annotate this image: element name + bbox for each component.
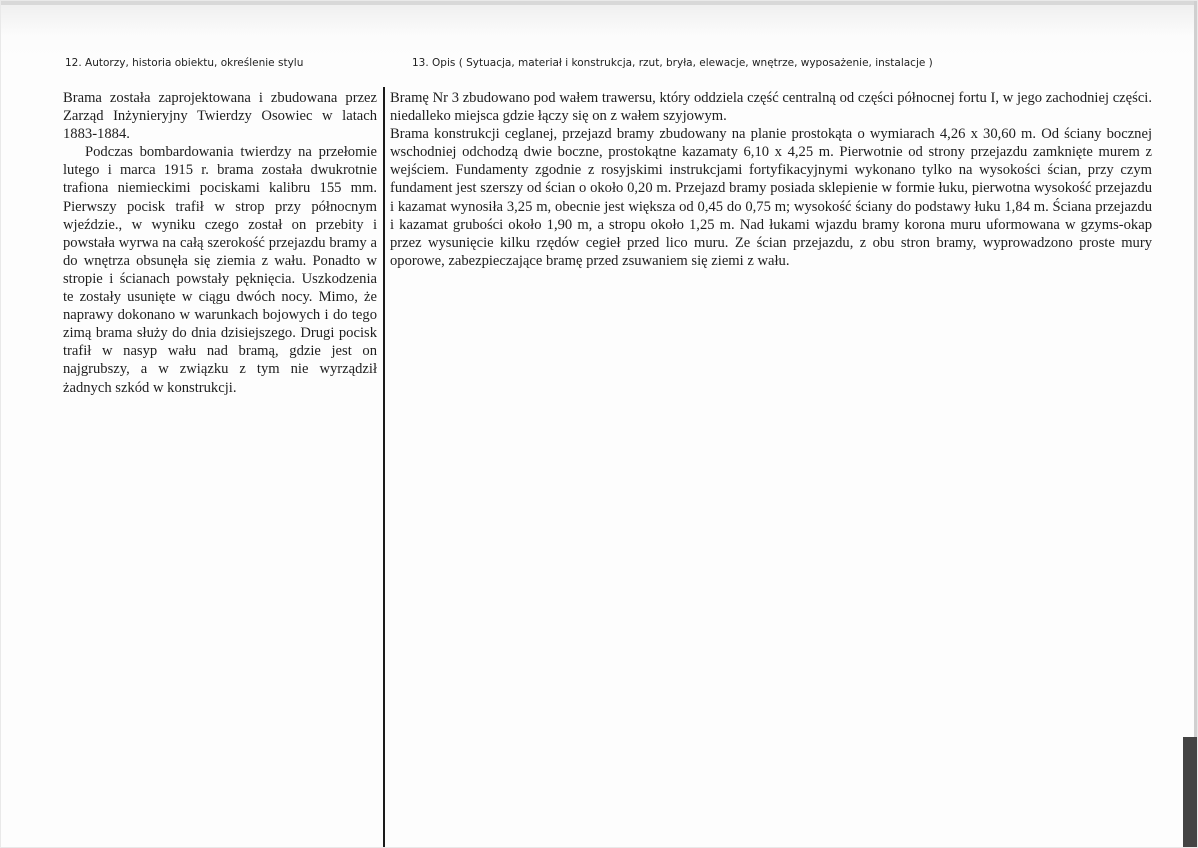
- scan-shadow-top: [1, 1, 1198, 57]
- history-paragraph: Podczas bombardowania twierdzy na przełomie lutego i marca 1915 r. brama została dwukrotnie trafiona niemieckimi pociskami kalibru 155 mm. Pierwszy pocisk trafił w strop przy północnym wjeździe., w wyniku czego został on przebity i powstała wyrwa na całą szerokość przejazdu bramy a do wnętrza obsunęła się ziemia z wału. Ponadto w stropie i ścianach powstały pęknięcia. Uszkodzenia te zostały usunięte w ciągu dwóch nocy. Mimo, że naprawy dokonano w warunkach bojowych i do tego zimą brama służy do dnia dzisiejszego. Drugi pocisk trafił w nasyp wału nad bramą, gdzie jest on najgrubszy, a w związku z tym nie wyrządził żadnych szkód w konstrukcji.: [63, 144, 377, 396]
- description-text-column: [390, 89, 1152, 270]
- scan-edge-corner: [1183, 737, 1197, 847]
- scan-edge-right: [1194, 1, 1197, 848]
- scan-edge-top: [1, 1, 1198, 5]
- section-header-description: 13. Opis ( Sytuacja, materiał i konstrukcja, rzut, bryła, elewacje, wnętrze, wyposażenie, instalacje ): [412, 57, 933, 69]
- description-paragraph: Brama konstrukcji ceglanej, przejazd bramy zbudowany na planie prostokąta o wymiarach 4,26 x 30,60 m. Od ściany bocznej wschodniej odchodzą dwie boczne, prostokątne kazamaty 6,10 x 4,25 m. Pierwotnie od strony przejazdu zamknięte murem z wejściem. Fundamenty zgodnie z rosyjskimi instrukcjami fortyfikacyjnymi wykonano tylko na wysokości ścian, przy czym fundament jest szerszy od ścian o około 0,20 m. Przejazd bramy posiada sklepienie w formie łuku, pierwotna wysokość przejazdu i kazamat wynosiła 3,25 m, obecnie jest większa od 0,45 do 0,75 m; wysokość ściany do podstawy łuku 1,84 m. Ściana przejazdu i kazamat grubości około 1,90 m, a stropu około 1,25 m. Nad łukami wjazdu bramy korona muru uformowana w gzyms-okap przez wysunięcie kilku rzędów cegieł przed lico muru. Ze ścian przejazdu, z obu stron bramy, wyprowadzono proste mury oporowe, zabezpieczające bramę przed zsuwaniem się ziemi z wału.: [390, 126, 1152, 269]
- history-text-column: [63, 89, 377, 397]
- column-divider: [383, 87, 385, 848]
- history-paragraph: Brama została zaprojektowana i zbudowana przez Zarząd Inżynieryjny Twierdzy Osowiec w latach 1883-1884.: [63, 90, 377, 143]
- section-header-authors-history: 12. Autorzy, historia obiektu, określenie stylu: [65, 57, 304, 69]
- description-paragraph: Bramę Nr 3 zbudowano pod wałem trawersu, który oddziela część centralną od części północnej fortu I, w jego zachodniej części. niedalleko miejsca gdzie łączy się on z wałem szyjowym.: [390, 90, 1152, 125]
